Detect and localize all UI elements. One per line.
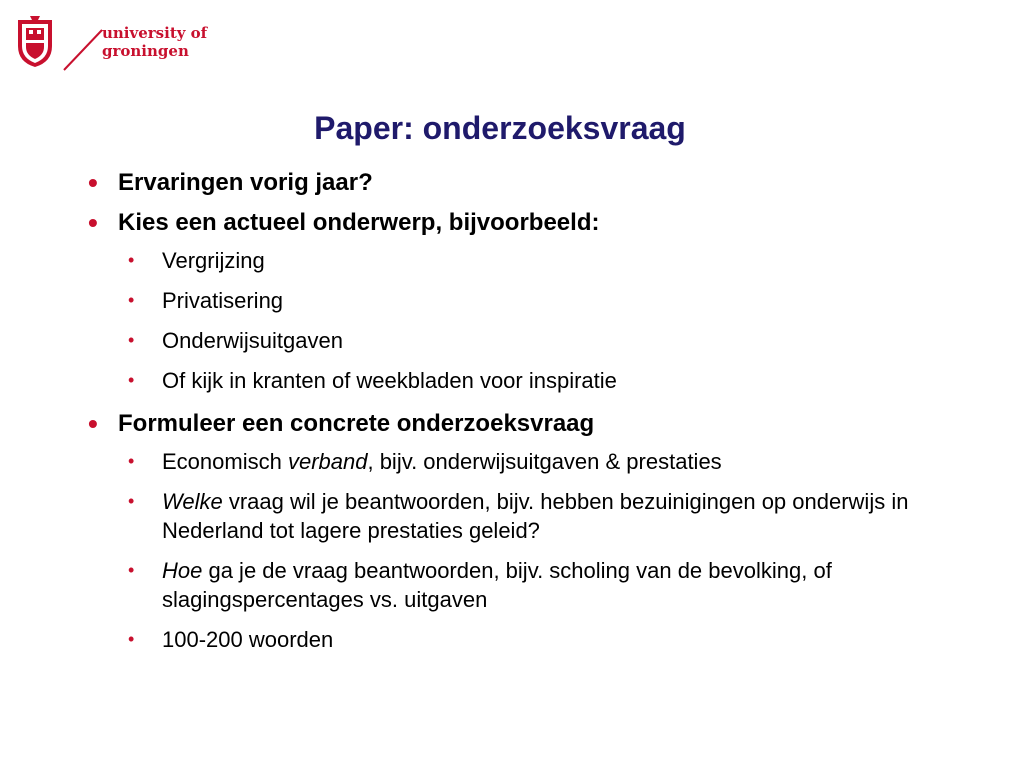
divider-slash-icon: [58, 28, 108, 72]
bullet-icon: •: [88, 207, 98, 238]
logo-line-1: university of: [102, 24, 208, 42]
slide-title: Paper: onderzoeksvraag: [314, 110, 686, 146]
logo-line-2: groningen: [102, 42, 189, 60]
text-before: Economisch: [162, 449, 288, 474]
emphasis-text: verband: [287, 449, 368, 474]
sub-bullet-list: [128, 447, 988, 654]
sub-bullet-item: [128, 286, 988, 315]
bullet-list: [88, 168, 988, 668]
bullet-item: [88, 168, 988, 198]
bullet-item: [88, 208, 988, 238]
sub-bullet-item: [128, 246, 988, 275]
sub-bullet-text: Privatisering: [162, 288, 284, 313]
bullet-text: Formuleer een concrete onderzoeksvraag: [118, 410, 595, 437]
sub-bullet-text: Onderwijsuitgaven: [162, 328, 343, 353]
logo-wordmark: [102, 24, 207, 60]
sub-bullet-text: Vergrijzing: [162, 248, 265, 273]
sub-bullet-icon: •: [128, 290, 135, 310]
crest-icon: [16, 16, 54, 68]
sub-bullet-item: [128, 487, 988, 545]
emphasis-text: Hoe: [162, 558, 203, 583]
sub-bullet-icon: •: [128, 491, 135, 511]
sub-bullet-text: [162, 558, 832, 612]
sub-bullet-list: [128, 246, 988, 395]
sub-bullet-item: [128, 326, 988, 355]
sub-bullet-icon: •: [128, 560, 135, 580]
bullet-text: Kies een actueel onderwerp, bijvoorbeeld:: [118, 209, 600, 236]
sub-bullet-icon: •: [128, 330, 135, 350]
sub-bullet-text: Of kijk in kranten of weekbladen voor inspiratie: [162, 368, 617, 393]
sub-bullet-item: [128, 366, 988, 395]
sub-bullet-icon: •: [128, 629, 135, 649]
sub-bullet-text: [162, 489, 908, 543]
text-after: , bijv. onderwijsuitgaven & prestaties: [367, 449, 722, 474]
sub-bullet-item: [128, 556, 988, 614]
sub-bullet-text: 100-200 woorden: [162, 627, 334, 652]
sub-bullet-text: [162, 449, 722, 474]
bullet-icon: •: [88, 167, 98, 198]
text-after: vraag wil je beantwoorden, bijv. hebben bezuinigingen op onderwijs in Nederland tot lagere prestaties geleid?: [162, 489, 909, 543]
sub-bullet-icon: •: [128, 451, 135, 471]
bullet-text: Ervaringen vorig jaar?: [118, 169, 373, 196]
emphasis-text: Welke: [162, 489, 223, 514]
bullet-icon: •: [88, 408, 98, 439]
sub-bullet-icon: •: [128, 370, 135, 390]
sub-bullet-icon: •: [128, 250, 135, 270]
text-after: ga je de vraag beantwoorden, bijv. scholing van de bevolking, of slagingspercentages vs. uitgaven: [162, 558, 832, 612]
bullet-item: [88, 409, 988, 439]
sub-bullet-item: [128, 625, 988, 654]
sub-bullet-item: [128, 447, 988, 476]
university-logo: [16, 16, 216, 76]
